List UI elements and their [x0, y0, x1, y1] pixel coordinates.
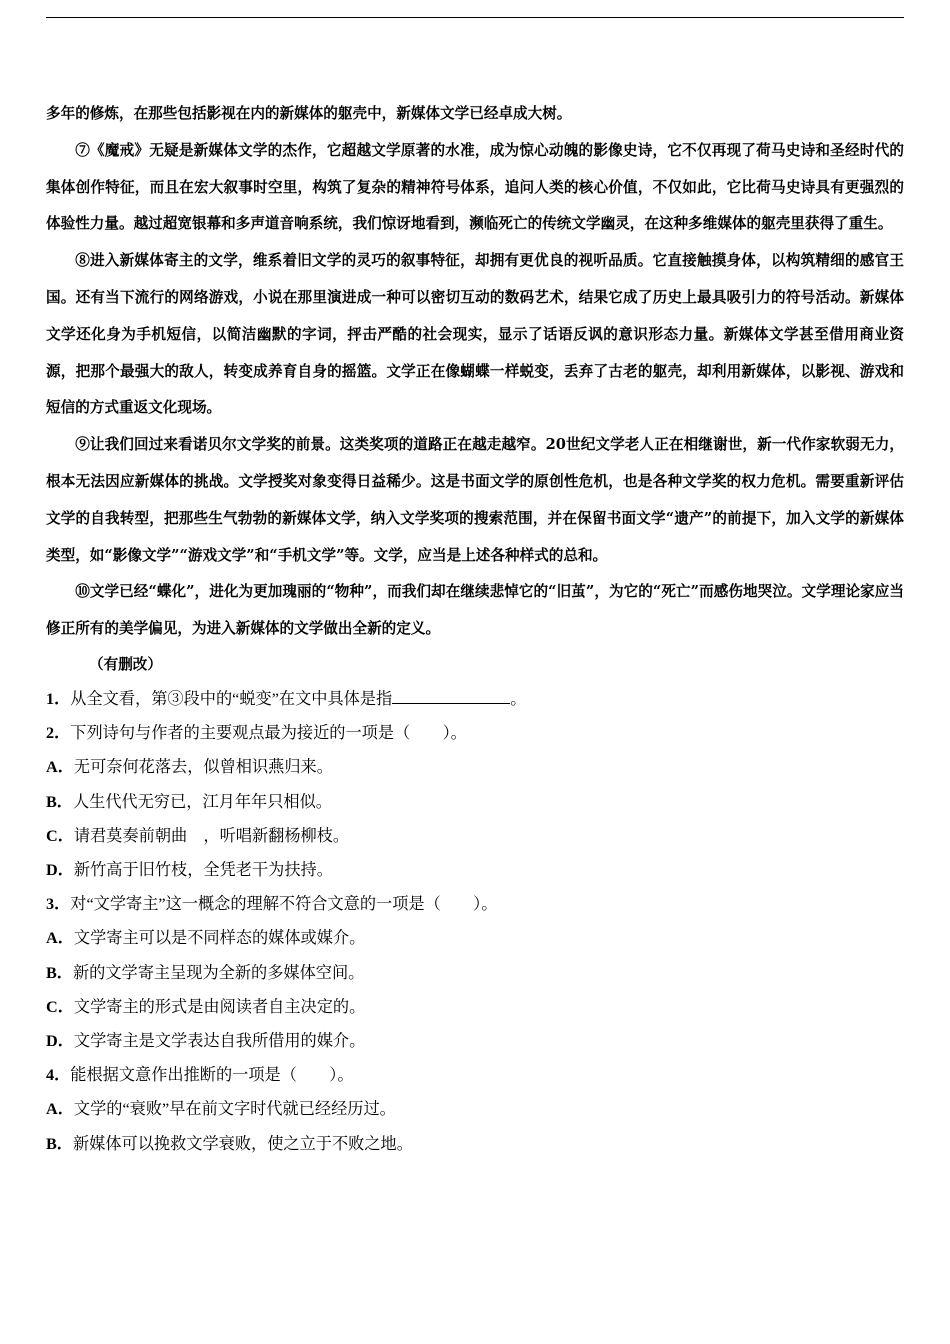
- option-2b: [46, 785, 904, 819]
- option-text: 无可奈何花落去，似曾相识燕归来。: [73, 758, 333, 777]
- paragraph-10: ⑩文学已经“蝶化”，进化为更加瑰丽的“物种”，而我们却在继续悲悼它的“旧茧”，为它的“死亡”而感伤地哭泣。文学理论家应当修正所有的美学偏见，为进入新媒体的文学做出全新的定义。: [46, 583, 904, 638]
- question-text: 从全文看，第③段中的“蜕变”在文中具体是指: [70, 689, 393, 708]
- paragraph-continuation: 多年的修炼，在那些包括影视在内的新媒体的躯壳中，新媒体文学已经卓成大树。: [46, 105, 572, 122]
- option-text: 文学寄主是文学表达自我所借用的媒介。: [73, 1031, 366, 1050]
- option-label: A．: [46, 1100, 74, 1119]
- option-label: D．: [46, 1031, 74, 1050]
- question-number: 4．: [46, 1066, 71, 1085]
- option-text: 请君莫奏前朝曲 ，听唱新翻杨柳枝。: [73, 826, 350, 845]
- option-text: 新的文学寄主呈现为全新的多媒体空间。: [72, 963, 365, 982]
- question-number: 2．: [46, 724, 71, 743]
- question-3: [46, 887, 904, 921]
- option-text: 文学的“衰败”早在前文字时代就已经经历过。: [73, 1100, 396, 1119]
- question-1: [46, 682, 904, 716]
- option-text: 文学寄主的形式是由阅读者自主决定的。: [73, 997, 366, 1016]
- option-3c: [46, 990, 904, 1024]
- option-2c: [46, 819, 904, 853]
- question-section: [46, 682, 904, 1161]
- option-text: 新竹高于旧竹枝，全凭老干为扶持。: [73, 860, 333, 879]
- option-label: B．: [46, 1134, 73, 1153]
- question-number: 1．: [46, 689, 71, 708]
- question-text: 对“文学寄主”这一概念的理解不符合文意的一项是（ ）。: [70, 895, 498, 914]
- paragraph-8: ⑧进入新媒体寄主的文学，维系着旧文学的灵巧的叙事特征，却拥有更优良的视听品质。它直接触摸身体，以构筑精细的感官王国。还有当下流行的网络游戏，小说在那里演进成一种可以密切互动的数码艺术，结果它成了历史上最具吸引力的符号活动。新媒体文学还化身为手机短信，以简洁幽默的字词，抨击严酷的社会现实，显示了话语反讽的意识形态力量。新媒体文学甚至借用商业资源，把那个最强大的敌人，转变成养育自身的摇篮。文学正在像蝴蝶一样蜕变，丢弃了古老的躯壳，却利用新媒体，以影视、游戏和短信的方式重返文化现场。: [46, 252, 904, 417]
- option-label: D．: [46, 860, 74, 879]
- option-label: A．: [46, 929, 74, 948]
- paragraph-9: ⑨让我们回过来看诺贝尔文学奖的前景。这类奖项的道路正在越走越窄。20世纪文学老人正在相继谢世，新一代作家软弱无力，根本无法因应新媒体的挑战。文学授奖对象变得日益稀少。这是书面文学的原创性危机，也是各种文学奖的权力危机。需要重新评估文学的自我转型，把那些生气勃勃的新媒体文学，纳入文学奖项的搜索范围，并在保留书面文学“遗产”的前提下，加入文学的新媒体类型，如“影像文学”“游戏文学”和“手机文学”等。文学，应当是上述各种样式的总和。: [46, 436, 904, 564]
- option-label: B．: [46, 963, 73, 982]
- question-2: [46, 716, 904, 750]
- option-2a: [46, 750, 904, 784]
- option-text: 新媒体可以挽救文学衰败，使之立于不败之地。: [72, 1134, 413, 1153]
- source-note: （有删改）: [89, 655, 162, 673]
- option-4a: [46, 1092, 904, 1126]
- option-label: B．: [46, 792, 73, 811]
- option-label: A．: [46, 758, 74, 777]
- option-3b: [46, 956, 904, 990]
- question-end: 。: [510, 689, 527, 708]
- option-3a: [46, 921, 904, 955]
- option-3d: [46, 1024, 904, 1058]
- option-text: 人生代代无穷已，江月年年只相似。: [72, 792, 332, 811]
- answer-blank[interactable]: [392, 689, 510, 704]
- question-text: 下列诗句与作者的主要观点最为接近的一项是（ ）。: [70, 724, 467, 743]
- paragraph-7: ⑦《魔戒》无疑是新媒体文学的杰作，它超越文学原著的水准，成为惊心动魄的影像史诗，它不仅再现了荷马史诗和圣经时代的集体创作特征，而且在宏大叙事时空里，构筑了复杂的精神符号体系，追问人类的核心价值，不仅如此，它比荷马史诗具有更强烈的体验性力量。越过超宽银幕和多声道音响系统，我们惊讶地看到，濒临死亡的传统文学幽灵，在这种多维媒体的躯壳里获得了重生。: [46, 141, 904, 233]
- question-4: [46, 1058, 904, 1092]
- option-2d: [46, 853, 904, 887]
- question-text: 能根据文意作出推断的一项是（ ）。: [70, 1066, 354, 1085]
- option-4b: [46, 1127, 904, 1161]
- document-body: [46, 96, 904, 1161]
- option-label: C．: [46, 997, 74, 1016]
- header-rule: [46, 17, 904, 18]
- option-text: 文学寄主可以是不同样态的媒体或媒介。: [73, 929, 366, 948]
- option-label: C．: [46, 826, 74, 845]
- question-number: 3．: [46, 895, 71, 914]
